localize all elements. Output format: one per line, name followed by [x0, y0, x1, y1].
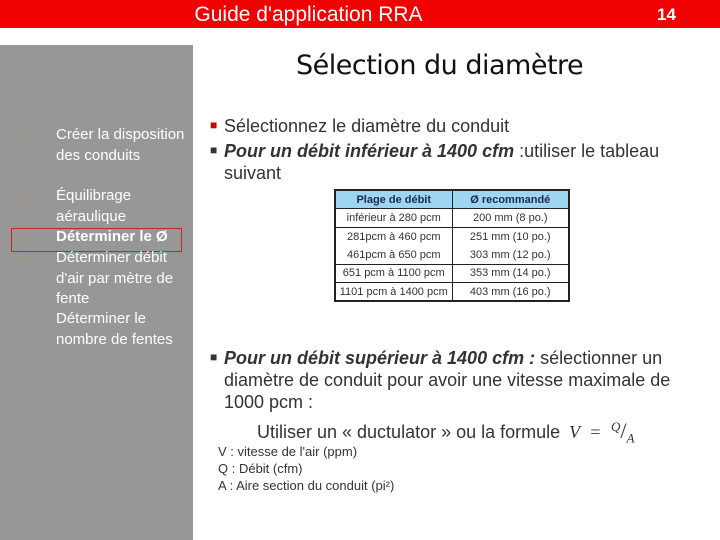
sidebar-num: 4.	[18, 252, 29, 266]
formula-line	[257, 418, 634, 447]
legend-a: A : Aire section du conduit (pi²)	[218, 478, 395, 493]
sidebar-item-diameter[interactable]: Déterminer le Ø	[56, 228, 168, 245]
sidebar-num: 3.	[18, 231, 29, 245]
table-row: 461pcm à 650 pcm 303 mm (12 po.)	[335, 246, 569, 265]
formula-a: A	[626, 430, 635, 446]
legend-q: Q : Débit (cfm)	[218, 461, 303, 476]
sidebar-item-balancing[interactable]: Équilibrage aéraulique	[56, 187, 132, 225]
bullet-icon: ■	[210, 118, 218, 132]
sidebar-item-slot-count[interactable]: Déterminer le nombre de fentes	[56, 310, 173, 348]
table-row: 1101 pcm à 1400 pcm 403 mm (16 po.)	[335, 283, 569, 302]
col-header: Ø recommandé	[452, 190, 569, 209]
sidebar-num: 1.	[18, 128, 29, 142]
table-row: inférieur à 280 pcm 200 mm (8 po.)	[335, 209, 569, 228]
sidebar-num: 5.	[18, 313, 29, 327]
header-title: Guide d'application RRA	[194, 3, 423, 26]
formula: $V = ^Q/_A$	[569, 418, 635, 446]
formula-v: V	[569, 422, 580, 442]
bullet-icon: ■	[210, 350, 218, 364]
table-row: 281pcm à 460 pcm 251 mm (10 po.)	[335, 227, 569, 246]
formula-eq: =	[590, 422, 601, 442]
bullet-text: Sélectionnez le diamètre du conduit	[224, 116, 510, 136]
legend-v: V : vitesse de l'air (ppm)	[218, 444, 358, 459]
table-row: 651 pcm à 1100 pcm 353 mm (14 po.)	[335, 264, 569, 283]
bullet-text: :utiliser le tableau suivant	[224, 141, 660, 183]
bullet-bold: Pour un débit supérieur à 1400 cfm :	[224, 348, 536, 368]
diameter-table	[334, 189, 570, 302]
bullet-bold: Pour un débit inférieur à 1400 cfm	[224, 141, 515, 161]
bullet-text: sélectionner un diamètre de conduit pour avoir une vitesse maximale de 1000 pcm :	[224, 348, 671, 412]
page-title: Sélection du diamètre	[296, 50, 584, 81]
sidebar-item-airflow-per-slot[interactable]: Déterminer débit d'air par mètre de fente	[56, 249, 174, 307]
bullet-below-1400	[210, 140, 690, 184]
header-bar	[0, 0, 720, 28]
formula-q: Q	[611, 419, 621, 434]
formula-text: Utiliser un « ductulator » ou la formule	[257, 422, 561, 442]
sidebar-item-create-layout[interactable]: Créer la disposition des conduits	[56, 126, 185, 164]
page-number: 14	[657, 5, 676, 24]
bullet-select	[210, 115, 690, 137]
bullet-icon: ■	[210, 143, 218, 157]
sidebar-num: 2.	[18, 190, 29, 204]
bullet-above-1400	[210, 347, 700, 413]
col-header: Plage de débit	[335, 190, 452, 209]
